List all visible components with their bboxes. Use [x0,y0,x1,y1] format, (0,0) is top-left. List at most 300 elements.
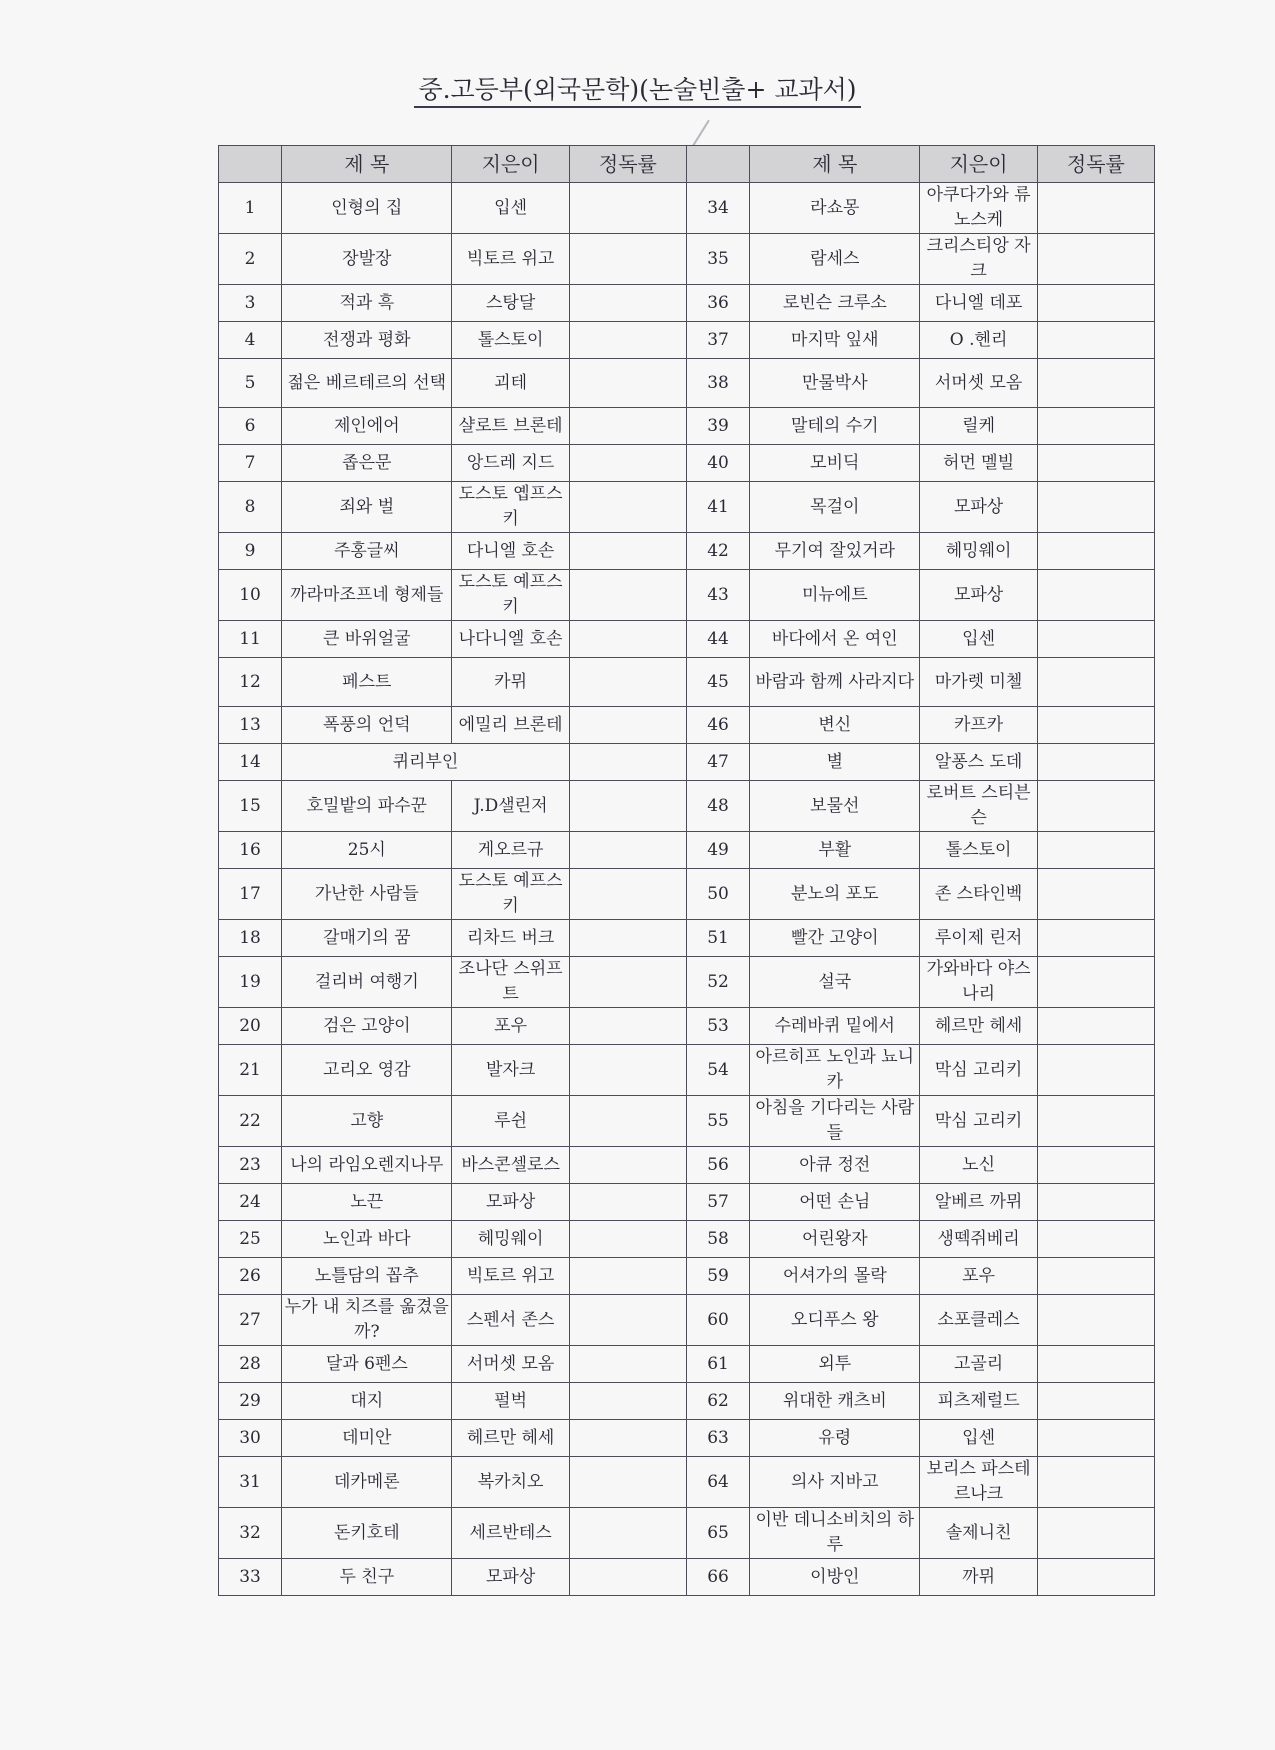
reading-rate-cell [569,1559,686,1596]
reading-rate-cell [1037,1258,1154,1295]
book-author: 막심 고리키 [920,1096,1037,1147]
book-title: 제인에어 [282,408,452,445]
book-author: 솔제니친 [920,1508,1037,1559]
reading-rate-cell [1037,869,1154,920]
book-number: 34 [686,183,749,234]
book-number: 4 [219,322,282,359]
book-title: 무기여 잘있거라 [750,533,920,570]
book-number: 55 [686,1096,749,1147]
book-author: 카뮈 [452,658,569,707]
book-title: 두 친구 [282,1559,452,1596]
book-title: 아르히프 노인과 뇨니카 [750,1045,920,1096]
book-author: 도스토 예프스키 [452,570,569,621]
header-row [219,146,1155,183]
book-author: 로버트 스티븐슨 [920,781,1037,832]
book-title: 까라마조프네 형제들 [282,570,452,621]
book-author: 허먼 멜빌 [920,445,1037,482]
book-author: 다니엘 데포 [920,285,1037,322]
table-row [219,1147,1155,1184]
book-author: 노신 [920,1147,1037,1184]
book-title: 아침을 기다리는 사람들 [750,1096,920,1147]
reading-rate-cell [1037,570,1154,621]
book-author: 크리스티앙 자크 [920,234,1037,285]
book-title: 25시 [282,832,452,869]
header-author-right: 지은이 [920,146,1037,183]
book-number: 16 [219,832,282,869]
book-author: 샬로트 브론테 [452,408,569,445]
book-number: 60 [686,1295,749,1346]
book-number: 48 [686,781,749,832]
book-author: 카프카 [920,707,1037,744]
book-title: 이방인 [750,1559,920,1596]
book-title: 검은 고양이 [282,1008,452,1045]
book-number: 25 [219,1221,282,1258]
book-title: 젊은 베르테르의 선택 [282,359,452,408]
reading-rate-cell [569,533,686,570]
table-row [219,1508,1155,1559]
reading-rate-cell [569,869,686,920]
book-author: 서머셋 모옴 [920,359,1037,408]
table-row [219,1457,1155,1508]
table-row [219,869,1155,920]
book-title: 죄와 벌 [282,482,452,533]
book-author: 도스토 옙프스키 [452,482,569,533]
book-title: 가난한 사람들 [282,869,452,920]
book-number: 32 [219,1508,282,1559]
reading-rate-cell [1037,920,1154,957]
book-author: 존 스타인벡 [920,869,1037,920]
book-number: 9 [219,533,282,570]
book-number: 53 [686,1008,749,1045]
book-title: 어셔가의 몰락 [750,1258,920,1295]
book-title: 바람과 함께 사라지다 [750,658,920,707]
book-title: 외투 [750,1346,920,1383]
book-author: 도스토 예프스키 [452,869,569,920]
reading-rate-cell [569,1457,686,1508]
book-number: 41 [686,482,749,533]
book-author: 스펜서 존스 [452,1295,569,1346]
table-row [219,1045,1155,1096]
book-number: 22 [219,1096,282,1147]
book-title: 빨간 고양이 [750,920,920,957]
book-author: 모파상 [452,1559,569,1596]
book-author: 톨스토이 [920,832,1037,869]
book-author: 루이제 린저 [920,920,1037,957]
reading-rate-cell [1037,1295,1154,1346]
reading-rate-cell [569,359,686,408]
book-author: 알퐁스 도데 [920,744,1037,781]
book-title: 수레바퀴 밑에서 [750,1008,920,1045]
book-number: 57 [686,1184,749,1221]
book-number: 11 [219,621,282,658]
book-author: 모파상 [920,482,1037,533]
table-row [219,533,1155,570]
book-number: 31 [219,1457,282,1508]
reading-rate-cell [1037,781,1154,832]
book-title: 좁은문 [282,445,452,482]
book-author: 포우 [920,1258,1037,1295]
reading-rate-cell [569,920,686,957]
book-number: 7 [219,445,282,482]
reading-rate-cell [569,781,686,832]
table-row [219,957,1155,1008]
table-row [219,1258,1155,1295]
reading-rate-cell [569,570,686,621]
table-row [219,445,1155,482]
book-number: 62 [686,1383,749,1420]
reading-rate-cell [569,1096,686,1147]
reading-rate-cell [1037,445,1154,482]
reading-rate-cell [569,1383,686,1420]
book-author: 에밀리 브론테 [452,707,569,744]
book-number: 58 [686,1221,749,1258]
book-title: 분노의 포도 [750,869,920,920]
book-number: 33 [219,1559,282,1596]
header-number-right [686,146,749,183]
book-title: 돈키호테 [282,1508,452,1559]
book-number: 6 [219,408,282,445]
book-number: 49 [686,832,749,869]
reading-rate-cell [1037,1383,1154,1420]
reading-rate-cell [1037,1559,1154,1596]
book-number: 43 [686,570,749,621]
book-title: 노인과 바다 [282,1221,452,1258]
table-row [219,1559,1155,1596]
book-number: 14 [219,744,282,781]
book-number: 51 [686,920,749,957]
book-author: 포우 [452,1008,569,1045]
reading-rate-cell [569,482,686,533]
book-author: 세르반테스 [452,1508,569,1559]
book-author: 빅토르 위고 [452,234,569,285]
table-row [219,408,1155,445]
reading-rate-cell [1037,832,1154,869]
reading-rate-cell [1037,234,1154,285]
book-author: 막심 고리키 [920,1045,1037,1096]
reading-rate-cell [569,1295,686,1346]
book-number: 42 [686,533,749,570]
table-row [219,832,1155,869]
table-row [219,285,1155,322]
table-row [219,322,1155,359]
book-number: 40 [686,445,749,482]
book-author: 앙드레 지드 [452,445,569,482]
book-number: 20 [219,1008,282,1045]
book-number: 54 [686,1045,749,1096]
pen-mark [692,120,710,147]
book-number: 24 [219,1184,282,1221]
reading-rate-cell [1037,1008,1154,1045]
book-title: 고리오 영감 [282,1045,452,1096]
book-title: 어떤 손님 [750,1184,920,1221]
book-number: 39 [686,408,749,445]
book-title: 퀴리부인 [282,744,570,781]
header-title-right: 제 목 [750,146,920,183]
reading-rate-cell [1037,408,1154,445]
reading-rate-cell [1037,533,1154,570]
reading-rate-cell [569,1346,686,1383]
reading-rate-cell [569,1221,686,1258]
header-number-left [219,146,282,183]
book-title: 람세스 [750,234,920,285]
book-title: 바다에서 온 여인 [750,621,920,658]
book-number: 35 [686,234,749,285]
reading-rate-cell [1037,1221,1154,1258]
book-number: 30 [219,1420,282,1457]
book-title: 큰 바위얼굴 [282,621,452,658]
table-row [219,1295,1155,1346]
book-author: 헤밍웨이 [920,533,1037,570]
book-table [218,145,1155,1596]
reading-rate-cell [1037,1420,1154,1457]
book-title: 부활 [750,832,920,869]
book-author: 고골리 [920,1346,1037,1383]
reading-rate-cell [569,322,686,359]
reading-rate-cell [1037,1045,1154,1096]
book-title: 노틀담의 꼽추 [282,1258,452,1295]
book-title: 노끈 [282,1184,452,1221]
reading-rate-cell [1037,359,1154,408]
book-title: 이반 데니소비치의 하루 [750,1508,920,1559]
book-number: 63 [686,1420,749,1457]
table-row [219,621,1155,658]
table-row [219,1008,1155,1045]
book-author: 스탕달 [452,285,569,322]
table-body [219,183,1155,1596]
book-number: 27 [219,1295,282,1346]
book-title: 의사 지바고 [750,1457,920,1508]
book-author: 서머셋 모옴 [452,1346,569,1383]
reading-rate-cell [569,832,686,869]
book-author: 아쿠다가와 류노스케 [920,183,1037,234]
book-title: 모비딕 [750,445,920,482]
book-number: 45 [686,658,749,707]
book-title: 어린왕자 [750,1221,920,1258]
book-number: 18 [219,920,282,957]
book-author: 입센 [920,621,1037,658]
book-number: 65 [686,1508,749,1559]
book-title: 폭풍의 언덕 [282,707,452,744]
book-number: 44 [686,621,749,658]
reading-rate-cell [569,1147,686,1184]
table-row [219,658,1155,707]
book-author: 소포클레스 [920,1295,1037,1346]
book-author: 루쉰 [452,1096,569,1147]
table-row [219,781,1155,832]
book-title: 인형의 집 [282,183,452,234]
book-title: 누가 내 치즈를 옮겼을까? [282,1295,452,1346]
book-title: 목걸이 [750,482,920,533]
book-number: 28 [219,1346,282,1383]
book-title: 고향 [282,1096,452,1147]
reading-rate-cell [569,183,686,234]
book-author: 모파상 [920,570,1037,621]
book-number: 61 [686,1346,749,1383]
book-number: 17 [219,869,282,920]
reading-rate-cell [569,1420,686,1457]
book-title: 데카메론 [282,1457,452,1508]
book-title: 적과 흑 [282,285,452,322]
table-row [219,234,1155,285]
book-number: 26 [219,1258,282,1295]
header-author-left: 지은이 [452,146,569,183]
table-row [219,920,1155,957]
book-author: 게오르규 [452,832,569,869]
book-title: 대지 [282,1383,452,1420]
reading-rate-cell [569,621,686,658]
reading-rate-cell [569,707,686,744]
reading-rate-cell [1037,322,1154,359]
book-author: 알베르 까뮈 [920,1184,1037,1221]
book-title: 위대한 캐츠비 [750,1383,920,1420]
book-author: 마가렛 미첼 [920,658,1037,707]
book-author: 헤르만 헤세 [920,1008,1037,1045]
reading-rate-cell [1037,1096,1154,1147]
table-row [219,1346,1155,1383]
book-author: 복카치오 [452,1457,569,1508]
book-number: 19 [219,957,282,1008]
reading-rate-cell [1037,183,1154,234]
table-row [219,744,1155,781]
book-number: 64 [686,1457,749,1508]
book-author: 입센 [920,1420,1037,1457]
book-title: 오디푸스 왕 [750,1295,920,1346]
book-author: J.D샐린저 [452,781,569,832]
book-author: 리차드 버크 [452,920,569,957]
book-author: 발자크 [452,1045,569,1096]
book-author: 조나단 스위프트 [452,957,569,1008]
book-title: 아큐 정전 [750,1147,920,1184]
book-title: 갈매기의 꿈 [282,920,452,957]
book-author: 피츠제럴드 [920,1383,1037,1420]
book-title: 설국 [750,957,920,1008]
reading-rate-cell [1037,1457,1154,1508]
book-title: 전쟁과 평화 [282,322,452,359]
table-row [219,359,1155,408]
reading-rate-cell [1037,621,1154,658]
book-title: 미뉴에트 [750,570,920,621]
reading-rate-cell [1037,1147,1154,1184]
book-author: 생떽쥐베리 [920,1221,1037,1258]
book-author: 헤밍웨이 [452,1221,569,1258]
book-author: 모파상 [452,1184,569,1221]
table-row [219,1420,1155,1457]
book-number: 5 [219,359,282,408]
book-title: 유령 [750,1420,920,1457]
book-author: 입센 [452,183,569,234]
book-number: 50 [686,869,749,920]
reading-rate-cell [569,234,686,285]
reading-rate-cell [569,1008,686,1045]
reading-rate-cell [569,957,686,1008]
table-row [219,1383,1155,1420]
reading-rate-cell [1037,285,1154,322]
book-number: 29 [219,1383,282,1420]
reading-rate-cell [1037,707,1154,744]
header-title-left: 제 목 [282,146,452,183]
book-title: 보물선 [750,781,920,832]
table-row [219,570,1155,621]
reading-rate-cell [569,1258,686,1295]
reading-rate-cell [569,1045,686,1096]
reading-rate-cell [1037,1508,1154,1559]
reading-rate-cell [569,445,686,482]
book-number: 47 [686,744,749,781]
book-number: 38 [686,359,749,408]
reading-rate-cell [569,658,686,707]
book-title: 호밀밭의 파수꾼 [282,781,452,832]
book-title: 라쇼몽 [750,183,920,234]
table-row [219,1096,1155,1147]
book-author: 나다니엘 호손 [452,621,569,658]
book-title: 주홍글씨 [282,533,452,570]
book-title: 페스트 [282,658,452,707]
table-row [219,1184,1155,1221]
page-title [0,70,1275,106]
table-row [219,1221,1155,1258]
table-row [219,707,1155,744]
book-number: 12 [219,658,282,707]
book-title: 만물박사 [750,359,920,408]
book-title: 장발장 [282,234,452,285]
book-title: 로빈슨 크루소 [750,285,920,322]
reading-rate-cell [1037,1184,1154,1221]
book-number: 23 [219,1147,282,1184]
book-number: 52 [686,957,749,1008]
book-author: O .헨리 [920,322,1037,359]
reading-rate-cell [569,1184,686,1221]
page-title-text: 중.고등부(외국문학)(논술빈출+ 교과서) [414,75,860,108]
reading-rate-cell [1037,658,1154,707]
book-title: 데미안 [282,1420,452,1457]
book-author: 헤르만 헤세 [452,1420,569,1457]
reading-rate-cell [569,285,686,322]
book-title: 달과 6펜스 [282,1346,452,1383]
book-title: 변신 [750,707,920,744]
book-number: 46 [686,707,749,744]
book-author: 릴케 [920,408,1037,445]
book-author: 빅토르 위고 [452,1258,569,1295]
book-number: 8 [219,482,282,533]
book-title: 나의 라임오렌지나무 [282,1147,452,1184]
header-rate-right: 정독률 [1037,146,1154,183]
book-number: 13 [219,707,282,744]
book-author: 다니엘 호손 [452,533,569,570]
book-title: 걸리버 여행기 [282,957,452,1008]
book-number: 10 [219,570,282,621]
reading-rate-cell [1037,744,1154,781]
book-title: 별 [750,744,920,781]
book-number: 59 [686,1258,749,1295]
book-author: 톨스토이 [452,322,569,359]
reading-rate-cell [1037,1346,1154,1383]
book-title: 말테의 수기 [750,408,920,445]
book-number: 21 [219,1045,282,1096]
book-number: 3 [219,285,282,322]
book-title: 마지막 잎새 [750,322,920,359]
book-number: 56 [686,1147,749,1184]
book-author: 펄벅 [452,1383,569,1420]
book-number: 66 [686,1559,749,1596]
header-rate-left: 정독률 [569,146,686,183]
book-author: 가와바다 야스나리 [920,957,1037,1008]
book-author: 까뮈 [920,1559,1037,1596]
book-number: 37 [686,322,749,359]
book-number: 36 [686,285,749,322]
reading-rate-cell [1037,482,1154,533]
reading-rate-cell [569,408,686,445]
reading-rate-cell [569,744,686,781]
